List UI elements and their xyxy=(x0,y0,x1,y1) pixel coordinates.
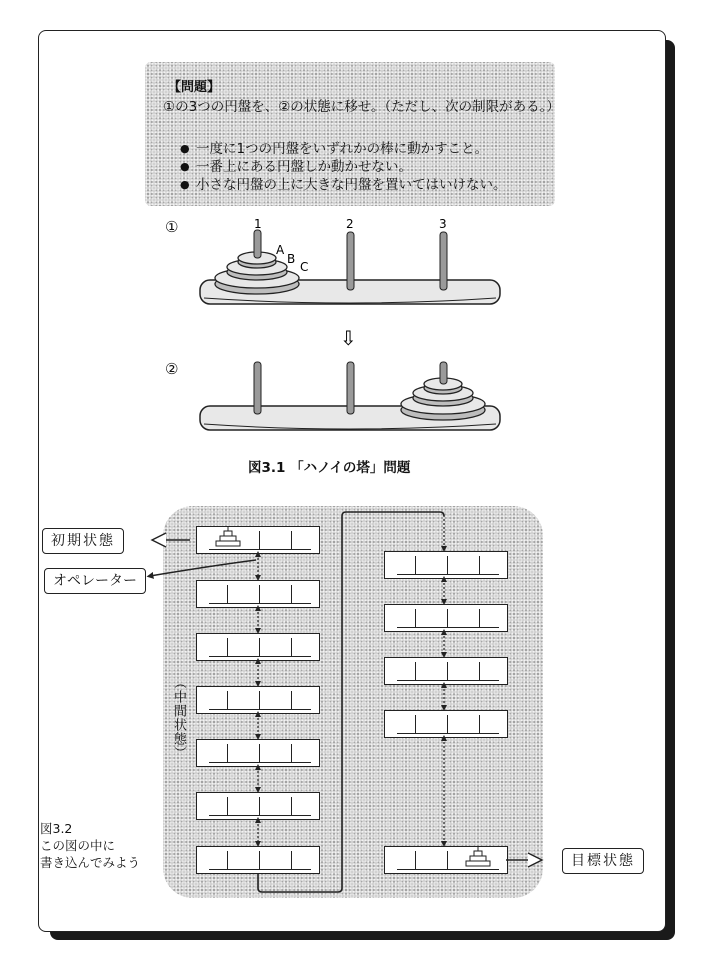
rule-item: ● 小さな円盤の上に大きな円盤を置いてはいけない。 xyxy=(180,176,507,194)
arrow-head-icon xyxy=(528,853,542,867)
problem-title: 【問題】 xyxy=(168,80,221,95)
figure-3-1-caption: 図3.1 「ハノイの塔」問題 xyxy=(248,460,411,476)
peg-number: 3 xyxy=(439,217,447,231)
figure-3-2-caption xyxy=(40,820,140,871)
mini-stack-initial xyxy=(216,527,240,546)
disk-label: B xyxy=(287,252,296,266)
goal-state-label: 目標状態 xyxy=(562,848,644,874)
problem-instruction: ①の3つの円盤を、②の状態に移せ。（ただし、次の制限がある。） xyxy=(163,99,560,115)
operator-pointer xyxy=(150,560,256,576)
disk-label: A xyxy=(276,243,285,257)
rule-item: ● 一番上にある円盤しか動かせない。 xyxy=(180,158,507,176)
disk-label: C xyxy=(300,260,309,274)
peg-number: 1 xyxy=(254,217,262,231)
caption-line: この図の中に xyxy=(40,838,116,853)
initial-state-label: 初期状態 xyxy=(42,528,124,554)
caption-line: 書き込んでみよう xyxy=(40,855,141,870)
state2-label: ② xyxy=(165,360,179,378)
down-arrow-icon: ⇩ xyxy=(340,326,357,350)
operator-label: オペレーター xyxy=(44,568,146,594)
caption-id: 図3.2 xyxy=(40,821,73,836)
peg-number: 2 xyxy=(346,217,354,231)
mini-stack-goal xyxy=(466,847,490,866)
rule-item: ● 一度に1つの円盤をいずれかの棒に動かすこと。 xyxy=(180,140,507,158)
column-connector xyxy=(258,512,444,892)
arrow-head-icon xyxy=(152,533,166,547)
state1-label: ① xyxy=(165,218,179,236)
intermediate-state-label: （中間状態） xyxy=(171,676,186,760)
